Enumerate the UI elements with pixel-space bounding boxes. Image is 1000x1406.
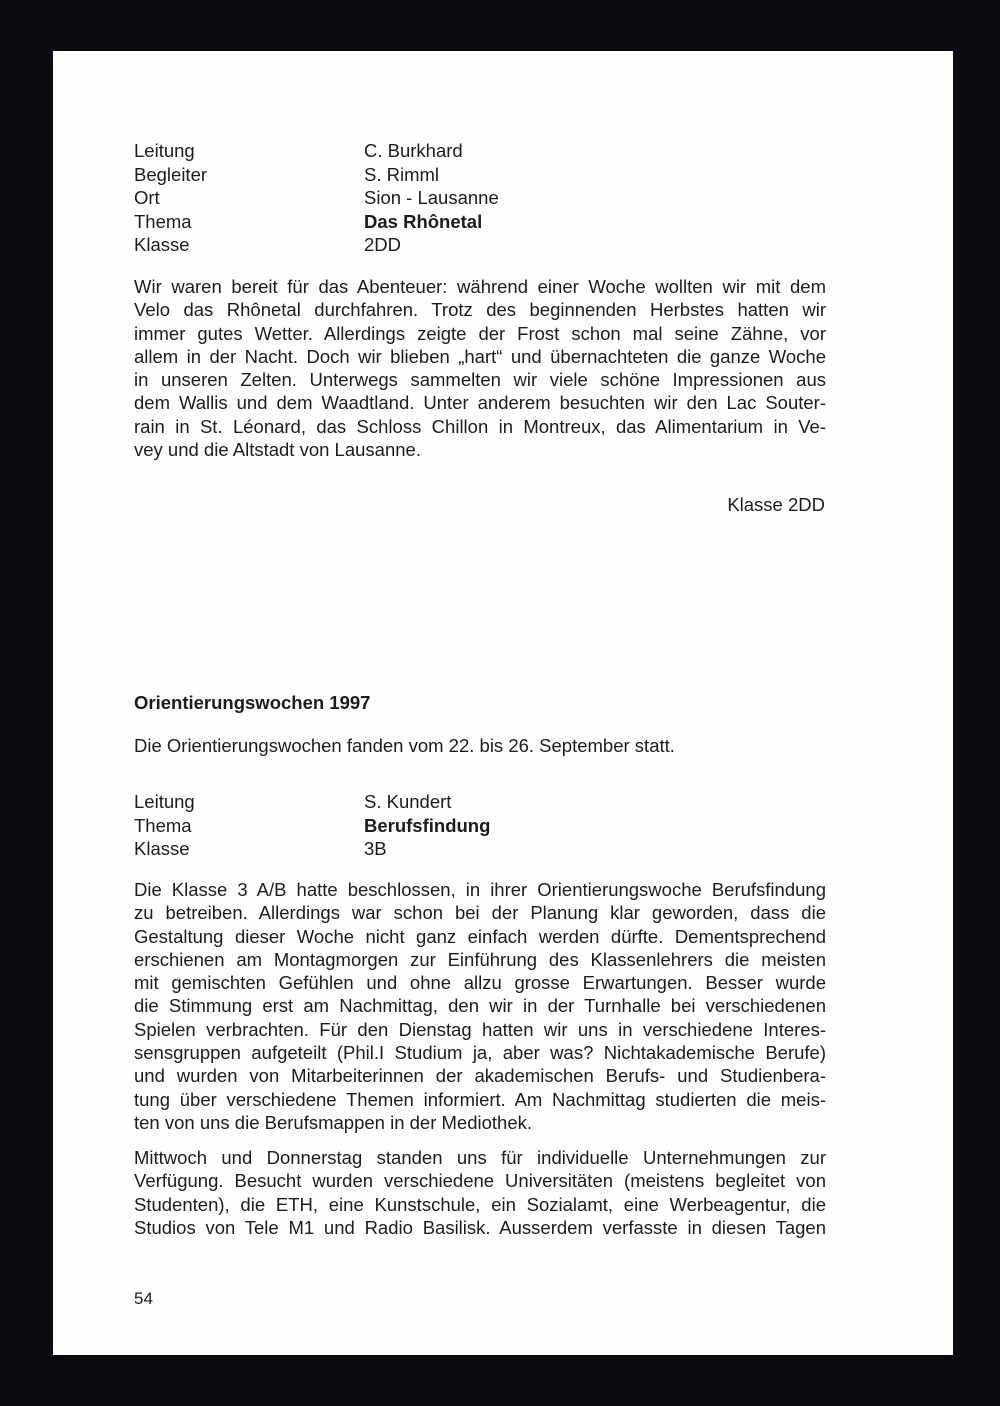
text-line: mit gemischten Gefühlen und ohne allzu grosse Erwartungen. Besser wurde — [134, 972, 826, 994]
text-line: Verfügung. Besucht wurden verschiedene Universitäten (meistens begleitet von — [134, 1170, 826, 1192]
section-heading: Orientierungswochen 1997 — [134, 692, 371, 713]
text-line: Velo das Rhônetal durchfahren. Trotz des beginnenden Herbstes hatten wir — [134, 299, 826, 321]
text-line: die Stimmung erst am Nachmittag, den wir in der Turnhalle bei verschiedenen — [134, 995, 826, 1017]
info-label: Klasse — [134, 838, 190, 859]
info-label: Thema — [134, 814, 192, 836]
info-value: Sion - Lausanne — [364, 187, 499, 208]
text-line: Die Klasse 3 A/B hatte beschlossen, in ihrer Orientierungswoche Berufsfindung — [134, 879, 826, 900]
info-label: Leitung — [134, 140, 195, 161]
text-line: in unseren Zelten. Unterwegs sammelten wir viele schöne Impressionen aus — [134, 369, 826, 391]
text-line: Mittwoch und Donnerstag standen uns für individuelle Unternehmungen zur — [134, 1147, 826, 1168]
orientation-info-table — [134, 790, 754, 861]
info-label: Ort — [134, 187, 160, 208]
text-line: Studios von Tele M1 und Radio Basilisk. Ausserdem verfasste in diesen Tagen — [134, 1216, 826, 1238]
report-signature: Klasse 2DD — [727, 494, 825, 515]
info-row-thema — [134, 814, 754, 838]
info-value: S. Kundert — [364, 791, 452, 812]
text-line: rain in St. Léonard, das Schloss Chillon in Montreux, das Alimentarium in Ve- — [134, 415, 826, 437]
text-line: immer gutes Wetter. Allerdings zeigte der Frost schon mal seine Zähne, vor — [134, 322, 826, 344]
excursion-info-table — [134, 139, 754, 257]
info-value-topic: Berufsfindung — [364, 814, 491, 836]
text-line: Wir waren bereit für das Abenteuer: während einer Woche wollten wir mit dem — [134, 276, 826, 297]
info-row-leitung — [134, 790, 754, 814]
text-line: Studenten), die ETH, eine Kunstschule, ein Sozialamt, eine Werbeagentur, die — [134, 1193, 826, 1215]
info-label: Leitung — [134, 791, 195, 812]
info-row-ort — [134, 186, 754, 210]
text-line: sensgruppen aufgeteilt (Phil.I Studium ja, aber was? Nichtakademische Berufe) — [134, 1042, 826, 1064]
info-row-thema — [134, 210, 754, 234]
info-value: 3B — [364, 838, 387, 859]
text-line: dem Wallis und dem Waadtland. Unter anderem besuchten wir den Lac Souter- — [134, 392, 826, 414]
text-line: Spielen verbrachten. Für den Dienstag hatten wir uns in verschiedene Interes- — [134, 1018, 826, 1040]
text-line: vey und die Altstadt von Lausanne. — [134, 439, 421, 461]
info-label: Klasse — [134, 234, 190, 255]
text-line: allem in der Nacht. Doch wir blieben „hart“ und übernachteten die ganze Woche — [134, 345, 826, 367]
info-value: C. Burkhard — [364, 140, 463, 161]
text-line: tung über verschiedene Themen informiert. Am Nachmittag studierten die meis- — [134, 1088, 826, 1110]
info-row-klasse — [134, 837, 754, 861]
text-line: erschienen am Montagmorgen zur Einführung des Klassenlehrers die meisten — [134, 948, 826, 970]
page-number: 54 — [134, 1289, 153, 1308]
info-label: Begleiter — [134, 163, 208, 185]
text-line: zu betreiben. Allerdings war schon bei der Planung klar geworden, dass die — [134, 902, 826, 924]
berufsfindung-paragraph-2 — [134, 1146, 826, 1239]
info-row-begleiter — [134, 163, 754, 187]
document-page — [53, 51, 953, 1355]
text-line: ten von uns die Berufsmappen in der Mediothek. — [134, 1111, 532, 1133]
berufsfindung-paragraph-1 — [134, 878, 826, 1134]
text-line: Gestaltung dieser Woche nicht ganz einfach werden dürfte. Dementsprechend — [134, 925, 826, 947]
info-value-topic: Das Rhônetal — [364, 210, 483, 232]
info-row-klasse — [134, 233, 754, 257]
info-value: 2DD — [364, 234, 402, 255]
info-row-leitung — [134, 139, 754, 163]
section-intro: Die Orientierungswochen fanden vom 22. bis 26. September statt. — [134, 735, 675, 756]
text-line: und wurden von Mitarbeiterinnen der akademischen Berufs- und Studienbera- — [134, 1065, 826, 1087]
rhonetal-report-paragraph — [134, 275, 826, 461]
info-label: Thema — [134, 210, 192, 232]
info-value: S. Rimml — [364, 163, 440, 185]
